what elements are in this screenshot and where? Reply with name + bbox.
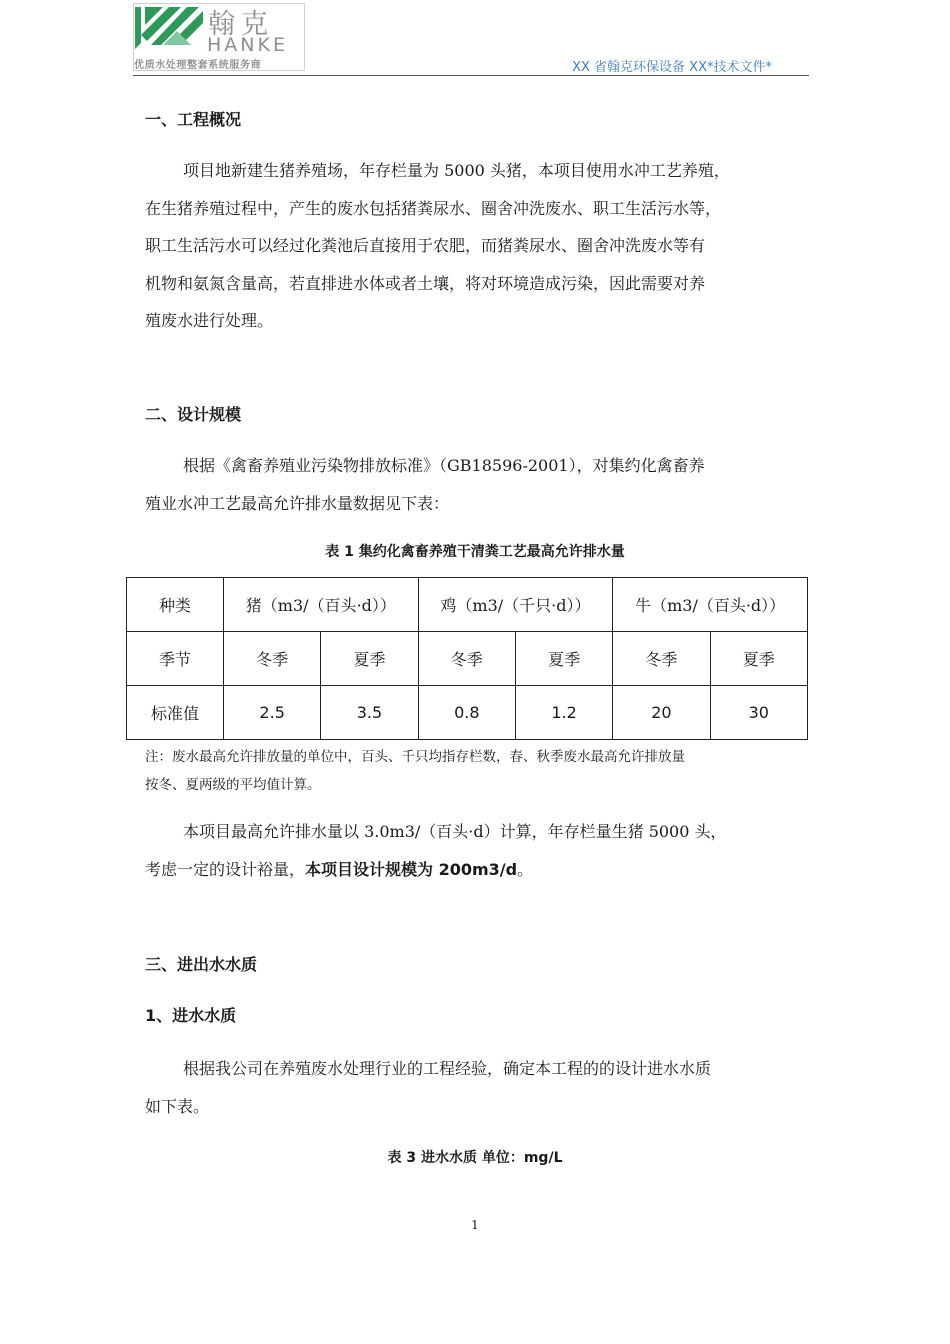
table-cell: 冬季 — [613, 632, 710, 686]
page-number: 1 — [471, 1218, 479, 1232]
paragraph-line: 根据《禽畜养殖业污染物排放标准》（GB18596-2001），对集约化禽畜养 — [183, 456, 705, 475]
logo-chinese-text: 翰克 — [208, 9, 274, 40]
section-1-heading: 一、工程概况 — [145, 110, 242, 129]
table-cell: 夏季 — [321, 632, 418, 686]
paragraph-line — [145, 851, 810, 889]
table-row — [127, 632, 808, 686]
discharge-standard-table — [126, 577, 808, 740]
scale-prefix: 考虑一定的设计裕量， — [145, 859, 306, 879]
paragraph-line: 如下表。 — [145, 1096, 210, 1116]
table-cell: 牛（m3/（百头·d）） — [613, 578, 808, 632]
section-2-intro — [145, 447, 810, 522]
table-cell: 夏季 — [515, 632, 612, 686]
table-cell: 种类 — [127, 578, 224, 632]
scale-suffix: 。 — [517, 859, 534, 879]
table-cell: 20 — [613, 686, 710, 740]
section-3-heading: 三、进出水水质 — [145, 955, 258, 974]
table-cell: 冬季 — [224, 632, 321, 686]
table-cell: 猪（m3/（百头·d）） — [224, 578, 419, 632]
table-cell: 冬季 — [418, 632, 515, 686]
table-note — [145, 743, 825, 799]
table-cell: 0.8 — [418, 686, 515, 740]
logo-slogan: 优质水处理整套系统服务商 — [134, 60, 262, 71]
paragraph-line: 本项目最高允许排水量以 3.0m3/（百头·d）计算，年存栏量生猪 5000 头， — [183, 822, 727, 841]
header-divider — [133, 75, 809, 76]
table-cell: 标准值 — [127, 686, 224, 740]
paragraph-line: 根据我公司在养殖废水处理行业的工程经验，确定本工程的的设计进水水质 — [183, 1059, 712, 1078]
table-cell: 2.5 — [224, 686, 321, 740]
document-label: XX 省翰克环保设备 XX*技术文件* — [572, 60, 772, 75]
section-3-subheading: 1、进水水质 — [145, 1006, 237, 1025]
table-cell: 3.5 — [321, 686, 418, 740]
paragraph-line: 殖业水冲工艺最高允许排水量数据见下表： — [145, 493, 450, 513]
section-2-heading: 二、设计规模 — [145, 405, 242, 424]
table-cell: 30 — [710, 686, 807, 740]
design-scale-value: 本项目设计规模为 200m3/d — [305, 859, 518, 879]
section-1-paragraph — [145, 152, 810, 340]
table-row — [127, 578, 808, 632]
table-3-caption: 表 3 进水水质 单位：mg/L — [387, 1150, 563, 1166]
table-cell: 1.2 — [515, 686, 612, 740]
note-line: 注：废水最高允许排放量的单位中，百头、千只均指存栏数，春、秋季废水最高允许排放量 — [145, 749, 685, 765]
logo-english-text: HANKE — [207, 34, 288, 56]
paragraph-line: 在生猪养殖过程中，产生的废水包括猪粪尿水、圈舍冲洗废水、职工生活污水等， — [145, 198, 722, 218]
paragraph-line: 职工生活污水可以经过化粪池后直接用于农肥，而猪粪尿水、圈舍冲洗废水等有 — [145, 236, 706, 255]
design-scale-paragraph — [145, 813, 810, 888]
table-cell: 季节 — [127, 632, 224, 686]
paragraph-line: 殖废水进行处理。 — [145, 311, 274, 330]
table-1-caption: 表 1 集约化禽畜养殖干清粪工艺最高允许排水量 — [325, 544, 625, 560]
paragraph-line: 机物和氨氮含量高，若直排进水体或者土壤，将对环境造成污染，因此需要对养 — [145, 273, 706, 293]
section-3-paragraph — [145, 1050, 810, 1125]
paragraph-line: 项目地新建生猪养殖场，年存栏量为 5000 头猪，本项目使用水冲工艺养殖， — [183, 161, 730, 180]
note-line: 按冬、夏两级的平均值计算。 — [145, 777, 321, 793]
table-cell: 夏季 — [710, 632, 807, 686]
table-row — [127, 686, 808, 740]
table-cell: 鸡（m3/（千只·d）） — [418, 578, 613, 632]
